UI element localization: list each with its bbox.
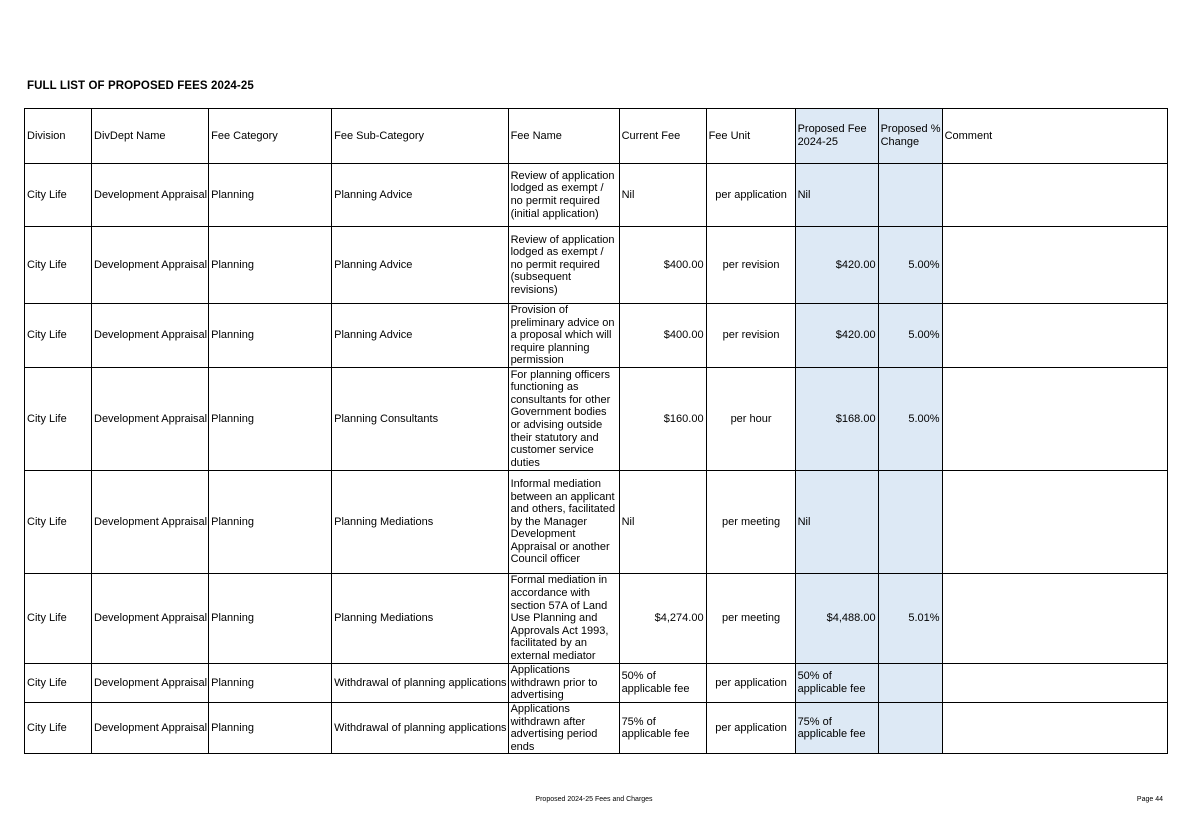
cell-current-fee: 75% of applicable fee: [619, 703, 706, 754]
cell-fee-category: Planning: [209, 471, 332, 574]
cell-divdept-name: Development Appraisal: [92, 471, 209, 574]
cell-proposed-fee: $420.00: [795, 227, 878, 304]
cell-fee-name: Formal mediation in accordance with section 57A of Land Use Planning and Approvals Act 1993, facilitated by an external mediator: [508, 574, 619, 664]
cell-fee-sub-category: Withdrawal of planning applications: [332, 703, 508, 754]
cell-proposed-fee: Nil: [795, 164, 878, 227]
page-title: FULL LIST OF PROPOSED FEES 2024-25: [27, 80, 254, 92]
cell-proposed-change: 5.00%: [878, 304, 942, 368]
header-divdept-name: DivDept Name: [92, 109, 209, 164]
cell-fee-category: Planning: [209, 574, 332, 664]
cell-fee-unit: per meeting: [706, 471, 795, 574]
cell-comment: [942, 471, 1167, 574]
cell-fee-sub-category: Withdrawal of planning applications: [332, 664, 508, 703]
header-fee-name: Fee Name: [508, 109, 619, 164]
cell-current-fee: Nil: [619, 471, 706, 574]
cell-divdept-name: Development Appraisal: [92, 574, 209, 664]
cell-divdept-name: Development Appraisal: [92, 304, 209, 368]
cell-fee-category: Planning: [209, 368, 332, 471]
cell-proposed-change: 5.00%: [878, 368, 942, 471]
table-row: [25, 574, 1168, 664]
cell-proposed-fee: 50% of applicable fee: [795, 664, 878, 703]
cell-current-fee: $400.00: [619, 227, 706, 304]
cell-division: City Life: [25, 471, 92, 574]
fees-table: [24, 108, 1168, 754]
cell-proposed-change: [878, 471, 942, 574]
cell-fee-sub-category: Planning Mediations: [332, 471, 508, 574]
cell-fee-name: For planning officers functioning as consultants for other Government bodies or advising outside their statutory and customer service duties: [508, 368, 619, 471]
cell-division: City Life: [25, 164, 92, 227]
cell-fee-unit: per application: [706, 664, 795, 703]
cell-fee-sub-category: Planning Advice: [332, 164, 508, 227]
cell-fee-name: Review of application lodged as exempt / no permit required (initial application): [508, 164, 619, 227]
cell-proposed-fee: $4,488.00: [795, 574, 878, 664]
header-fee-sub-category: Fee Sub-Category: [332, 109, 508, 164]
header-division: Division: [25, 109, 92, 164]
header-current-fee: Current Fee: [619, 109, 706, 164]
cell-current-fee: $4,274.00: [619, 574, 706, 664]
cell-fee-unit: per application: [706, 164, 795, 227]
cell-comment: [942, 368, 1167, 471]
cell-division: City Life: [25, 574, 92, 664]
cell-division: City Life: [25, 368, 92, 471]
table-header-row: [25, 109, 1168, 164]
cell-comment: [942, 574, 1167, 664]
cell-proposed-fee: Nil: [795, 471, 878, 574]
cell-fee-unit: per revision: [706, 304, 795, 368]
header-fee-category: Fee Category: [209, 109, 332, 164]
cell-fee-name: Informal mediation between an applicant and others, facilitated by the Manager Development Appraisal or another Council officer: [508, 471, 619, 574]
cell-current-fee: $160.00: [619, 368, 706, 471]
cell-comment: [942, 304, 1167, 368]
cell-proposed-fee: $420.00: [795, 304, 878, 368]
table-row: [25, 164, 1168, 227]
cell-divdept-name: Development Appraisal: [92, 164, 209, 227]
cell-divdept-name: Development Appraisal: [92, 664, 209, 703]
cell-current-fee: 50% of applicable fee: [619, 664, 706, 703]
cell-proposed-change: 5.01%: [878, 574, 942, 664]
cell-division: City Life: [25, 304, 92, 368]
table-row: [25, 368, 1168, 471]
cell-proposed-change: [878, 664, 942, 703]
cell-fee-category: Planning: [209, 227, 332, 304]
cell-comment: [942, 227, 1167, 304]
cell-current-fee: Nil: [619, 164, 706, 227]
cell-divdept-name: Development Appraisal: [92, 368, 209, 471]
header-proposed-fee: Proposed Fee 2024-25: [795, 109, 878, 164]
cell-comment: [942, 703, 1167, 754]
footer-document-title: Proposed 2024-25 Fees and Charges: [535, 796, 653, 803]
header-proposed-change: Proposed % Change: [878, 109, 942, 164]
cell-fee-sub-category: Planning Advice: [332, 227, 508, 304]
header-fee-unit: Fee Unit: [706, 109, 795, 164]
cell-fee-category: Planning: [209, 164, 332, 227]
table-row: [25, 304, 1168, 368]
cell-proposed-change: [878, 164, 942, 227]
cell-proposed-fee: $168.00: [795, 368, 878, 471]
cell-fee-name: Provision of preliminary advice on a proposal which will require planning permission: [508, 304, 619, 368]
cell-fee-name: Review of application lodged as exempt / no permit required (subsequent revisions): [508, 227, 619, 304]
cell-fee-unit: per revision: [706, 227, 795, 304]
table-row: [25, 227, 1168, 304]
cell-fee-sub-category: Planning Consultants: [332, 368, 508, 471]
cell-divdept-name: Development Appraisal: [92, 227, 209, 304]
cell-division: City Life: [25, 664, 92, 703]
cell-fee-category: Planning: [209, 304, 332, 368]
cell-current-fee: $400.00: [619, 304, 706, 368]
header-comment: Comment: [942, 109, 1167, 164]
cell-fee-name: Applications withdrawn after advertising period ends: [508, 703, 619, 754]
table-body: [25, 164, 1168, 754]
cell-comment: [942, 164, 1167, 227]
cell-fee-category: Planning: [209, 703, 332, 754]
cell-fee-sub-category: Planning Advice: [332, 304, 508, 368]
cell-fee-unit: per application: [706, 703, 795, 754]
cell-proposed-change: [878, 703, 942, 754]
cell-fee-name: Applications withdrawn prior to advertising: [508, 664, 619, 703]
cell-fee-category: Planning: [209, 664, 332, 703]
table-row: [25, 703, 1168, 754]
cell-proposed-fee: 75% of applicable fee: [795, 703, 878, 754]
cell-proposed-change: 5.00%: [878, 227, 942, 304]
footer-page-number: Page 44: [1136, 796, 1163, 803]
cell-division: City Life: [25, 227, 92, 304]
cell-fee-unit: per meeting: [706, 574, 795, 664]
cell-divdept-name: Development Appraisal: [92, 703, 209, 754]
cell-comment: [942, 664, 1167, 703]
table-row: [25, 471, 1168, 574]
cell-division: City Life: [25, 703, 92, 754]
table-row: [25, 664, 1168, 703]
cell-fee-unit: per hour: [706, 368, 795, 471]
cell-fee-sub-category: Planning Mediations: [332, 574, 508, 664]
